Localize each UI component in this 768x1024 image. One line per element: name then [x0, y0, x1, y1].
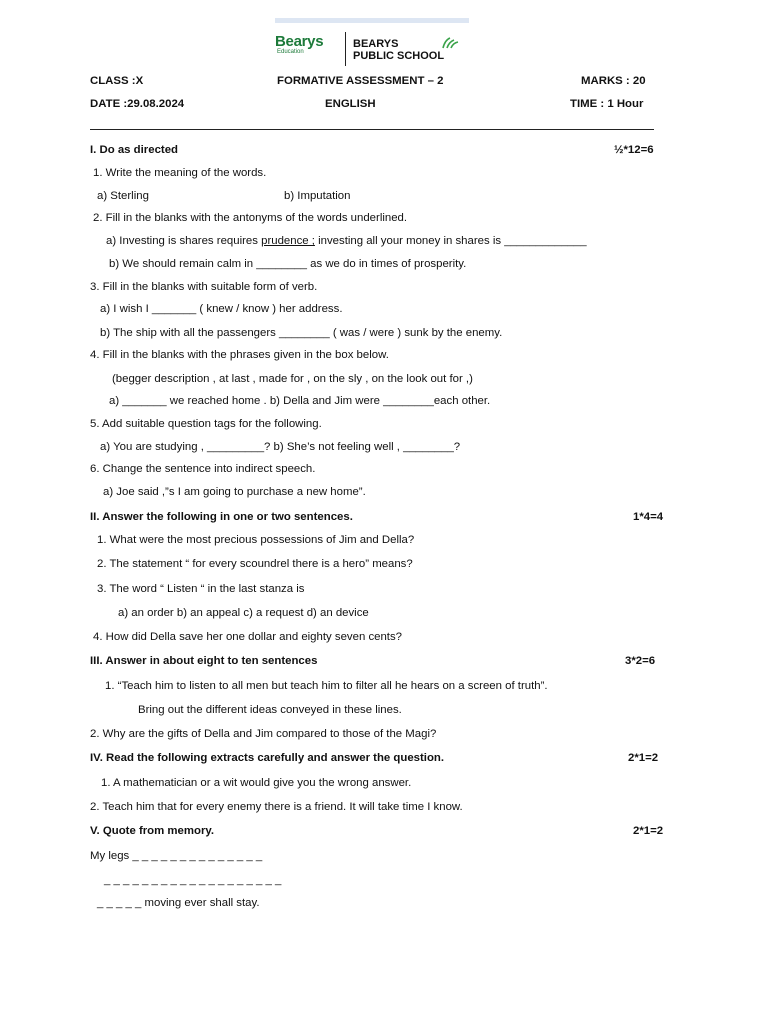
s1-q5ab: a) You are studying , _________? b) She’s not feeling well , ________?	[100, 441, 461, 453]
s1-q2a-pre: a) Investing is shares requires	[106, 235, 262, 247]
s3-q1: 1. “Teach him to listen to all men but teach him to filter all he hears on a screen of truth”.	[105, 680, 548, 692]
section2-title: II. Answer the following in one or two sentences.	[90, 511, 353, 523]
exam-title: FORMATIVE ASSESSMENT – 2	[277, 75, 444, 87]
subject-label: ENGLISH	[325, 98, 376, 110]
logo-brand	[275, 34, 323, 56]
s1-q6: 6. Change the sentence into indirect speech.	[90, 463, 316, 475]
section1-marks: ½*12=6	[614, 144, 654, 156]
s1-q4: 4. Fill in the blanks with the phrases given in the box below.	[90, 349, 389, 361]
s1-q2a-post: investing all your money in shares is _____________	[314, 235, 587, 247]
section2-marks: 1*4=4	[633, 511, 664, 523]
s2-q2: 2. The statement “ for every scoundrel there is a hero” means?	[97, 558, 413, 570]
s1-q3: 3. Fill in the blanks with suitable form of verb.	[90, 281, 318, 293]
logo-school-name	[353, 38, 444, 62]
class-label: CLASS :X	[90, 75, 144, 87]
s1-q1: 1. Write the meaning of the words.	[93, 167, 267, 179]
s1-q1b: b) Imputation	[284, 190, 351, 202]
s5-line3: _ _ _ _ _ moving ever shall stay.	[97, 897, 260, 909]
s1-q2b: b) We should remain calm in ________ as we do in times of prosperity.	[109, 258, 467, 270]
s5-line2: _ _ _ _ _ _ _ _ _ _ _ _ _ _ _ _ _ _ _	[104, 874, 282, 886]
logo-divider	[345, 32, 346, 66]
s4-q1: 1. A mathematician or a wit would give you the wrong answer.	[101, 777, 412, 789]
logo-brand-sub: Education	[277, 49, 304, 55]
school-logo	[275, 32, 475, 66]
logo-brand-text: Bearys	[275, 33, 324, 50]
time-label: TIME : 1 Hour	[570, 98, 644, 110]
s5-line1: My legs _ _ _ _ _ _ _ _ _ _ _ _ _ _	[90, 850, 263, 862]
date-label: DATE :29.08.2024	[90, 98, 185, 110]
s1-q3a: a) I wish I _______ ( knew / know ) her address.	[100, 303, 343, 315]
s1-q1a: a) Sterling	[97, 190, 149, 202]
s1-q2: 2. Fill in the blanks with the antonyms of the words underlined.	[93, 212, 408, 224]
s2-q3-options: a) an order b) an appeal c) a request d) an device	[118, 607, 369, 619]
s1-q4-box: (begger description , at last , made for , on the sly , on the look out for ,)	[112, 373, 473, 385]
section5-marks: 2*1=2	[633, 825, 664, 837]
s3-q1-instruction: Bring out the different ideas conveyed in these lines.	[138, 704, 402, 716]
s2-q3: 3. The word “ Listen “ in the last stanza is	[97, 583, 305, 595]
header-divider	[90, 129, 654, 130]
s3-q2: 2. Why are the gifts of Della and Jim compared to those of the Magi?	[90, 728, 437, 740]
section3-marks: 3*2=6	[625, 655, 656, 667]
section4-marks: 2*1=2	[628, 752, 659, 764]
s2-q4: 4. How did Della save her one dollar and eighty seven cents?	[93, 631, 402, 643]
marks-label: MARKS : 20	[581, 75, 646, 87]
section3-title: III. Answer in about eight to ten sentences	[90, 655, 318, 667]
logo-line2: PUBLIC SCHOOL	[353, 50, 445, 62]
s1-q6a: a) Joe said ,”s I am going to purchase a new home”.	[103, 486, 366, 498]
section4-title: IV. Read the following extracts carefully and answer the question.	[90, 752, 445, 764]
section5-title: V. Quote from memory.	[90, 825, 215, 837]
s2-q1: 1. What were the most precious possessions of Jim and Della?	[97, 534, 415, 546]
logo-line1: BEARYS	[353, 38, 399, 50]
section1-title: I. Do as directed	[90, 144, 178, 156]
s1-q3b: b) The ship with all the passengers ________ ( was / were ) sunk by the enemy.	[100, 327, 503, 339]
s1-q2a	[106, 234, 587, 248]
s1-q4ab: a) _______ we reached home . b) Della and Jim were ________each other.	[109, 395, 491, 407]
s4-q2: 2. Teach him that for every enemy there is a friend. It will take time I know.	[90, 801, 463, 813]
s1-q2a-underlined: prudence ;	[261, 235, 315, 247]
s1-q5: 5. Add suitable question tags for the following.	[90, 418, 322, 430]
top-banner-strip	[275, 18, 469, 23]
leaf-icon	[441, 36, 459, 50]
